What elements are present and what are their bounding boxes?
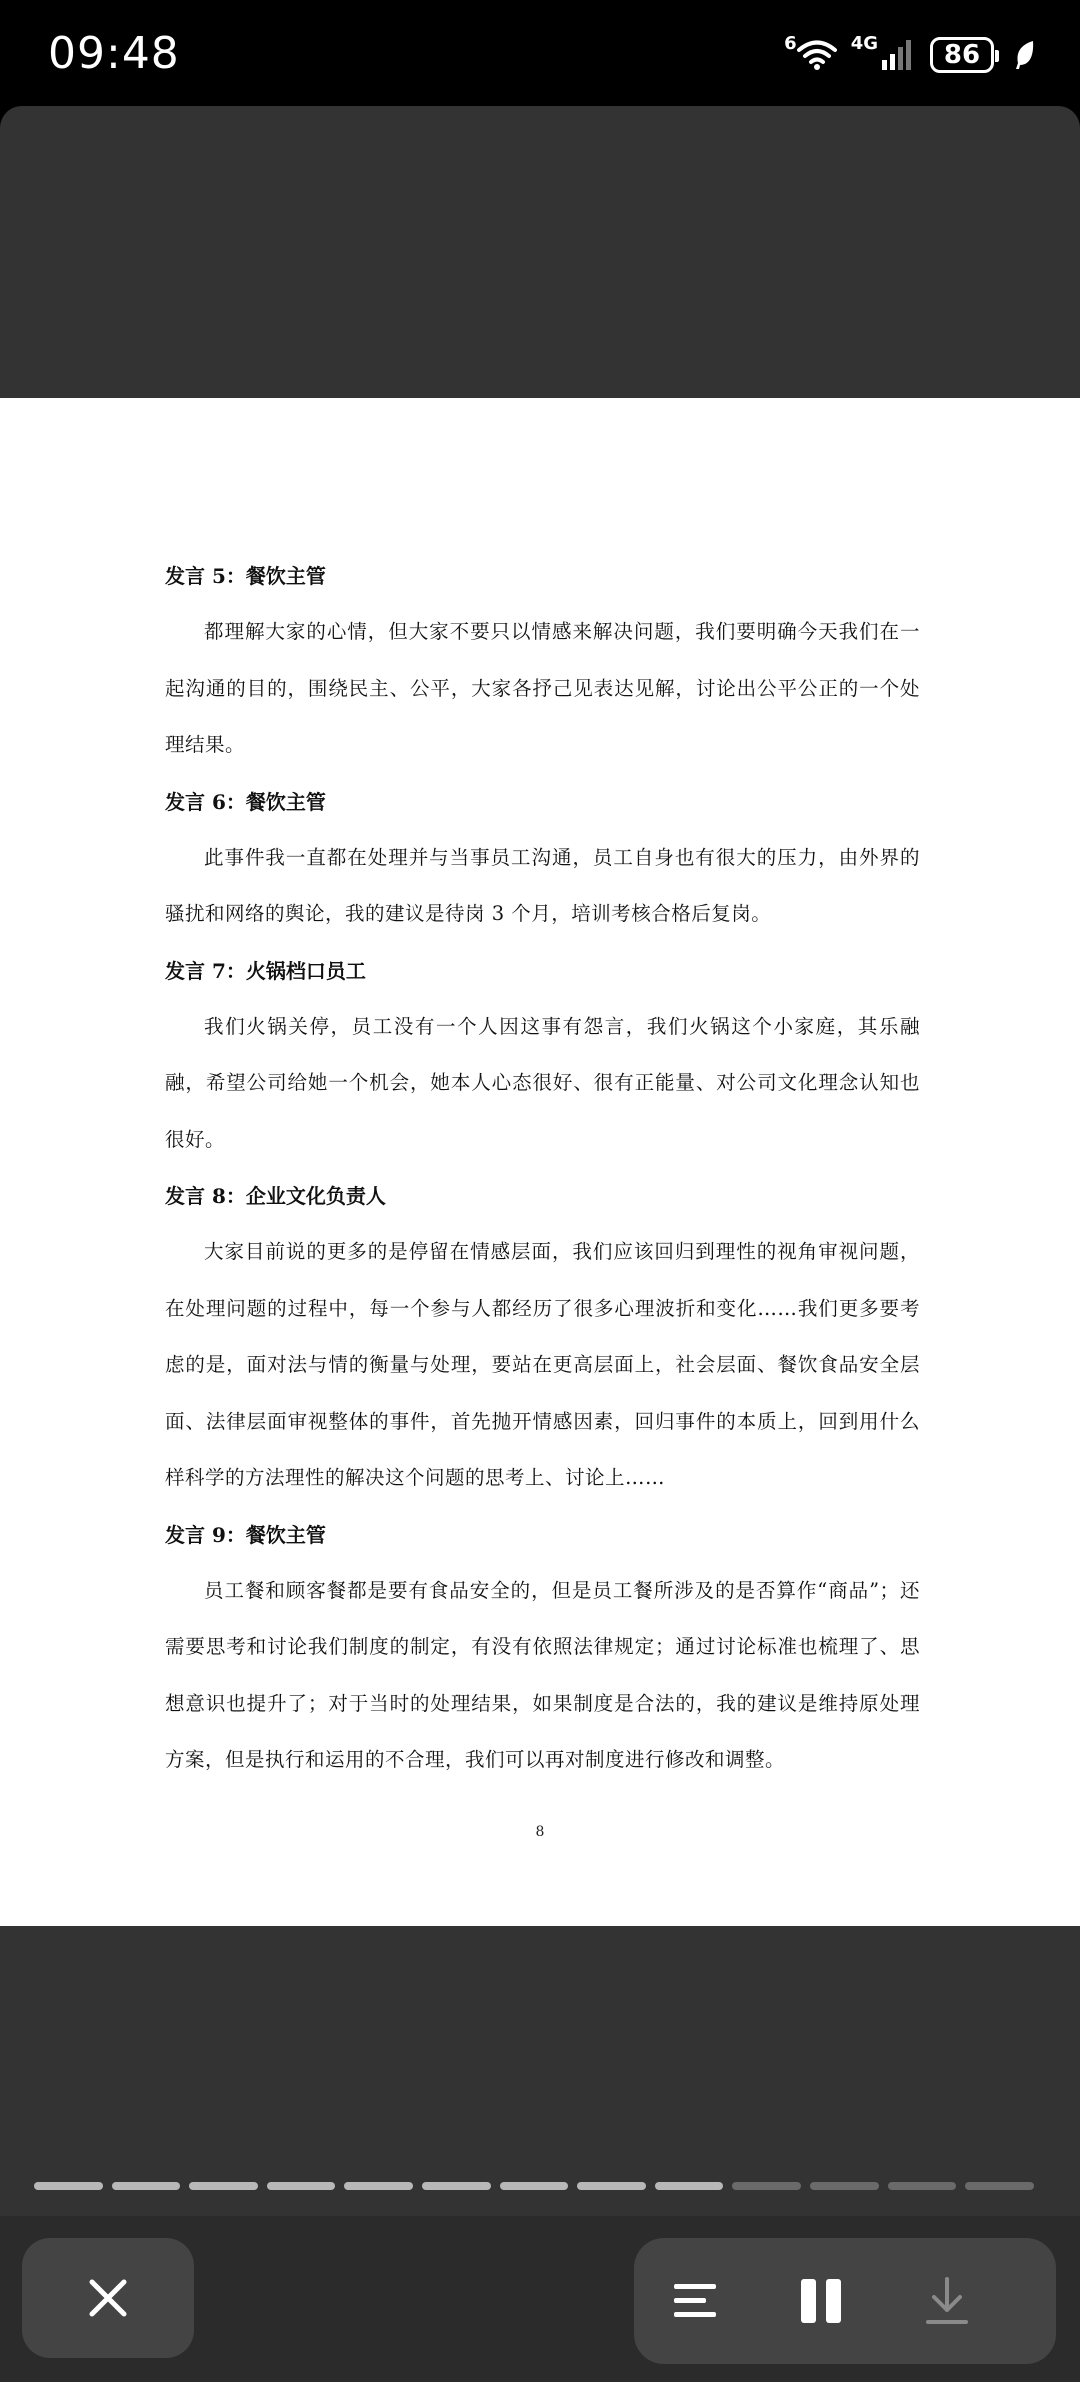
status-bar [0,0,1080,108]
progress-segment [267,2182,336,2190]
progress-segment [112,2182,181,2190]
wifi-label: 6 [784,32,797,54]
battery-indicator [930,37,994,73]
menu-button[interactable] [640,2238,750,2364]
page-number: 8 [535,1824,545,1840]
progress-segment [344,2182,413,2190]
leaf-icon [1014,39,1036,71]
speech-paragraph: 此事件我一直都在处理并与当事员工沟通，员工自身也有很大的压力，由外界的骚扰和网络的舆论，我的建议是待岗 3 个月，培训考核合格后复岗。 [165,845,920,925]
download-button[interactable] [892,2238,1002,2364]
toolbar-button-group [634,2238,1056,2364]
close-icon [86,2276,130,2320]
document-page [0,398,1080,1926]
speech-paragraph: 我们火锅关停，员工没有一个人因这事有怨言，我们火锅这个小家庭，其乐融融，希望公司给她一个机会，她本人心态很好、很有正能量、对公司文化理念认知也很好。 [165,1014,920,1151]
network-label: 4G [850,32,878,54]
progress-segment [655,2182,724,2190]
speech-title: 发言 5：餐饮主管 [165,564,326,588]
speech-title: 发言 8：企业文化负责人 [165,1184,386,1208]
download-icon [924,2276,970,2326]
pause-button[interactable] [766,2238,876,2364]
progress-segment [500,2182,569,2190]
battery-level: 86 [943,40,981,70]
status-icons [784,30,1036,80]
speech-paragraph: 大家目前说的更多的是停留在情感层面，我们应该回归到理性的视角审视问题，在处理问题的过程中，每一个参与人都经历了很多心理波折和变化……我们更多要考虑的是，面对法与情的衡量与处理，要站在更高层面上，社会层面、餐饮食品安全层面、法律层面审视整体的事件，首先抛开情感因素，回归事件的本质上，回到用什么样科学的方法理性的解决这个问题的思考上、讨论上…… [165,1240,920,1489]
progress-segment [577,2182,646,2190]
progress-segment [189,2182,258,2190]
signal-icon [880,38,916,72]
progress-segment [965,2182,1034,2190]
page-progress-indicator [34,2182,1034,2190]
speech-title: 发言 7：火锅档口员工 [165,958,366,983]
speech-title: 发言 6：餐饮主管 [165,789,326,814]
speech-title: 发言 9：餐饮主管 [165,1522,326,1547]
progress-segment [888,2182,957,2190]
wifi-icon [797,39,837,71]
close-button[interactable] [22,2238,194,2358]
menu-icon [672,2280,718,2322]
speech-paragraph: 都理解大家的心情，但大家不要只以情感来解决问题，我们要明确今天我们在一起沟通的目的，围绕民主、公平，大家各抒己见表达见解，讨论出公平公正的一个处理结果。 [165,620,920,756]
progress-segment [34,2182,103,2190]
progress-segment [810,2182,879,2190]
speech-paragraph: 员工餐和顾客餐都是要有食品安全的，但是员工餐所涉及的是否算作“商品”；还需要思考和讨论我们制度的制定，有没有依照法律规定；通过讨论标准也梳理了、思想意识也提升了；对于当时的处理结果，如果制度是合法的，我的建议是维持原处理方案，但是执行和运用的不合理，我们可以再对制度进行修改和调整。 [165,1578,920,1771]
document-viewer[interactable] [0,106,1080,2382]
status-time: 09:48 [48,28,180,79]
pause-icon [798,2277,844,2325]
progress-segment [732,2182,801,2190]
document-content [165,548,920,1789]
progress-segment [422,2182,491,2190]
bottom-toolbar [0,2216,1080,2382]
